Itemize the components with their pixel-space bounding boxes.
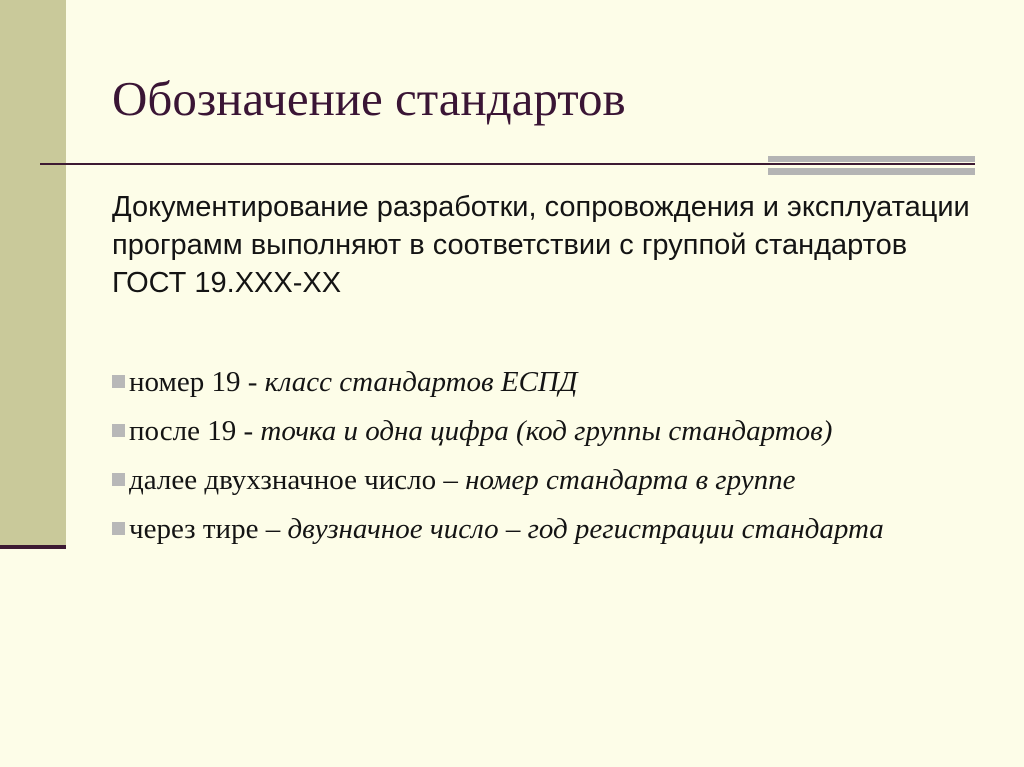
list-item (112, 415, 992, 447)
square-bullet-icon (112, 522, 125, 535)
slide-title: Обозначение стандартов (112, 71, 626, 126)
item-description: точка и одна цифра (код группы стандартов) (260, 415, 833, 447)
item-term: после 19 - (129, 415, 261, 447)
item-description: номер стандарта в группе (465, 464, 796, 496)
bullet-list (112, 366, 992, 562)
list-item (112, 464, 992, 496)
item-term: номер 19 - (129, 366, 265, 398)
intro-paragraph: Документирование разработки, сопровождения и эксплуатации программ выполняют в соответствии с группой стандартов ГОСТ 19.XXX-XX (112, 191, 970, 299)
list-item (112, 366, 992, 398)
title-divider-accent (768, 156, 975, 178)
item-term: через тире – (129, 513, 288, 545)
item-term: далее двухзначное число – (129, 464, 466, 496)
square-bullet-icon (112, 375, 125, 388)
list-item (112, 513, 992, 545)
square-bullet-icon (112, 473, 125, 486)
square-bullet-icon (112, 424, 125, 437)
decorative-side-line (0, 545, 66, 549)
item-description: класс стандартов ЕСПД (264, 366, 578, 398)
item-description: двузначное число – год регистрации стандарта (287, 513, 884, 545)
decorative-side-bar (0, 0, 66, 545)
